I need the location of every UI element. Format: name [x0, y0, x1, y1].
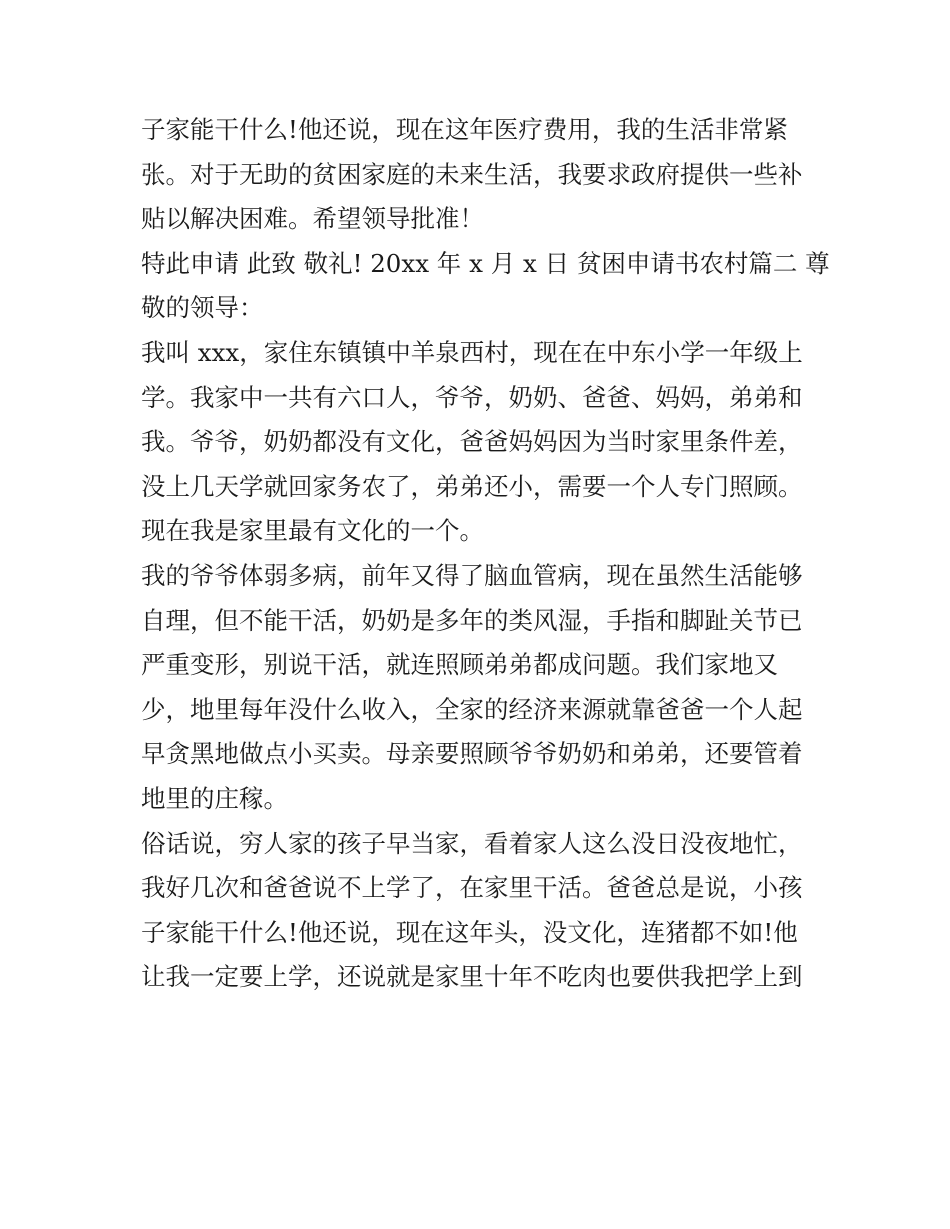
document-body: [141, 108, 830, 1000]
text-line: 让我一定要上学，还说就是家里十年不吃肉也要供我把学上到: [141, 962, 803, 992]
text-line: 严重变形，别说干活，就连照顾弟弟都成问题。我们家地又: [141, 650, 778, 680]
text-line: 我好几次和爸爸说不上学了，在家里干活。爸爸总是说，小孩: [141, 873, 803, 903]
text-line: 少，地里每年没什么收入，全家的经济来源就靠爸爸一个人起: [141, 694, 803, 724]
text-line: 地里的庄稼。: [141, 783, 288, 813]
text-line: 我。爷爷，奶奶都没有文化，爸爸妈妈因为当时家里条件差，: [141, 427, 803, 457]
text-line: 没上几天学就回家务农了，弟弟还小，需要一个人专门照顾。: [141, 471, 803, 501]
text-line: 学。我家中一共有六口人，爷爷，奶奶、爸爸、妈妈，弟弟和: [141, 382, 803, 412]
text-line: 敬的领导：: [141, 293, 264, 323]
text-line: 俗话说，穷人家的孩子早当家，看着家人这么没日没夜地忙，: [141, 828, 803, 858]
text-line: 我叫 xxx，家住东镇镇中羊泉西村，现在在中东小学一年级上: [141, 337, 803, 367]
text-line: 现在我是家里最有文化的一个。: [141, 516, 484, 546]
text-line: 早贪黑地做点小买卖。母亲要照顾爷爷奶奶和弟弟，还要管着: [141, 739, 803, 769]
text-line: 自理，但不能干活，奶奶是多年的类风湿，手指和脚趾关节已: [141, 605, 803, 635]
text-line: 子家能干什么!他还说，现在这年医疗费用，我的生活非常紧: [141, 115, 788, 144]
text-line: 张。对于无助的贫困家庭的未来生活，我要求政府提供一些补: [141, 159, 803, 189]
text-line: 贴以解决困难。希望领导批准！: [141, 204, 484, 234]
text-line: 特此申请 此致 敬礼! 20xx 年 x 月 x 日 贫困申请书农村篇二 尊: [141, 248, 830, 278]
text-line: 我的爷爷体弱多病，前年又得了脑血管病，现在虽然生活能够: [141, 560, 803, 590]
text-line: 子家能干什么!他还说，现在这年头，没文化，连猪都不如!他: [141, 917, 798, 947]
